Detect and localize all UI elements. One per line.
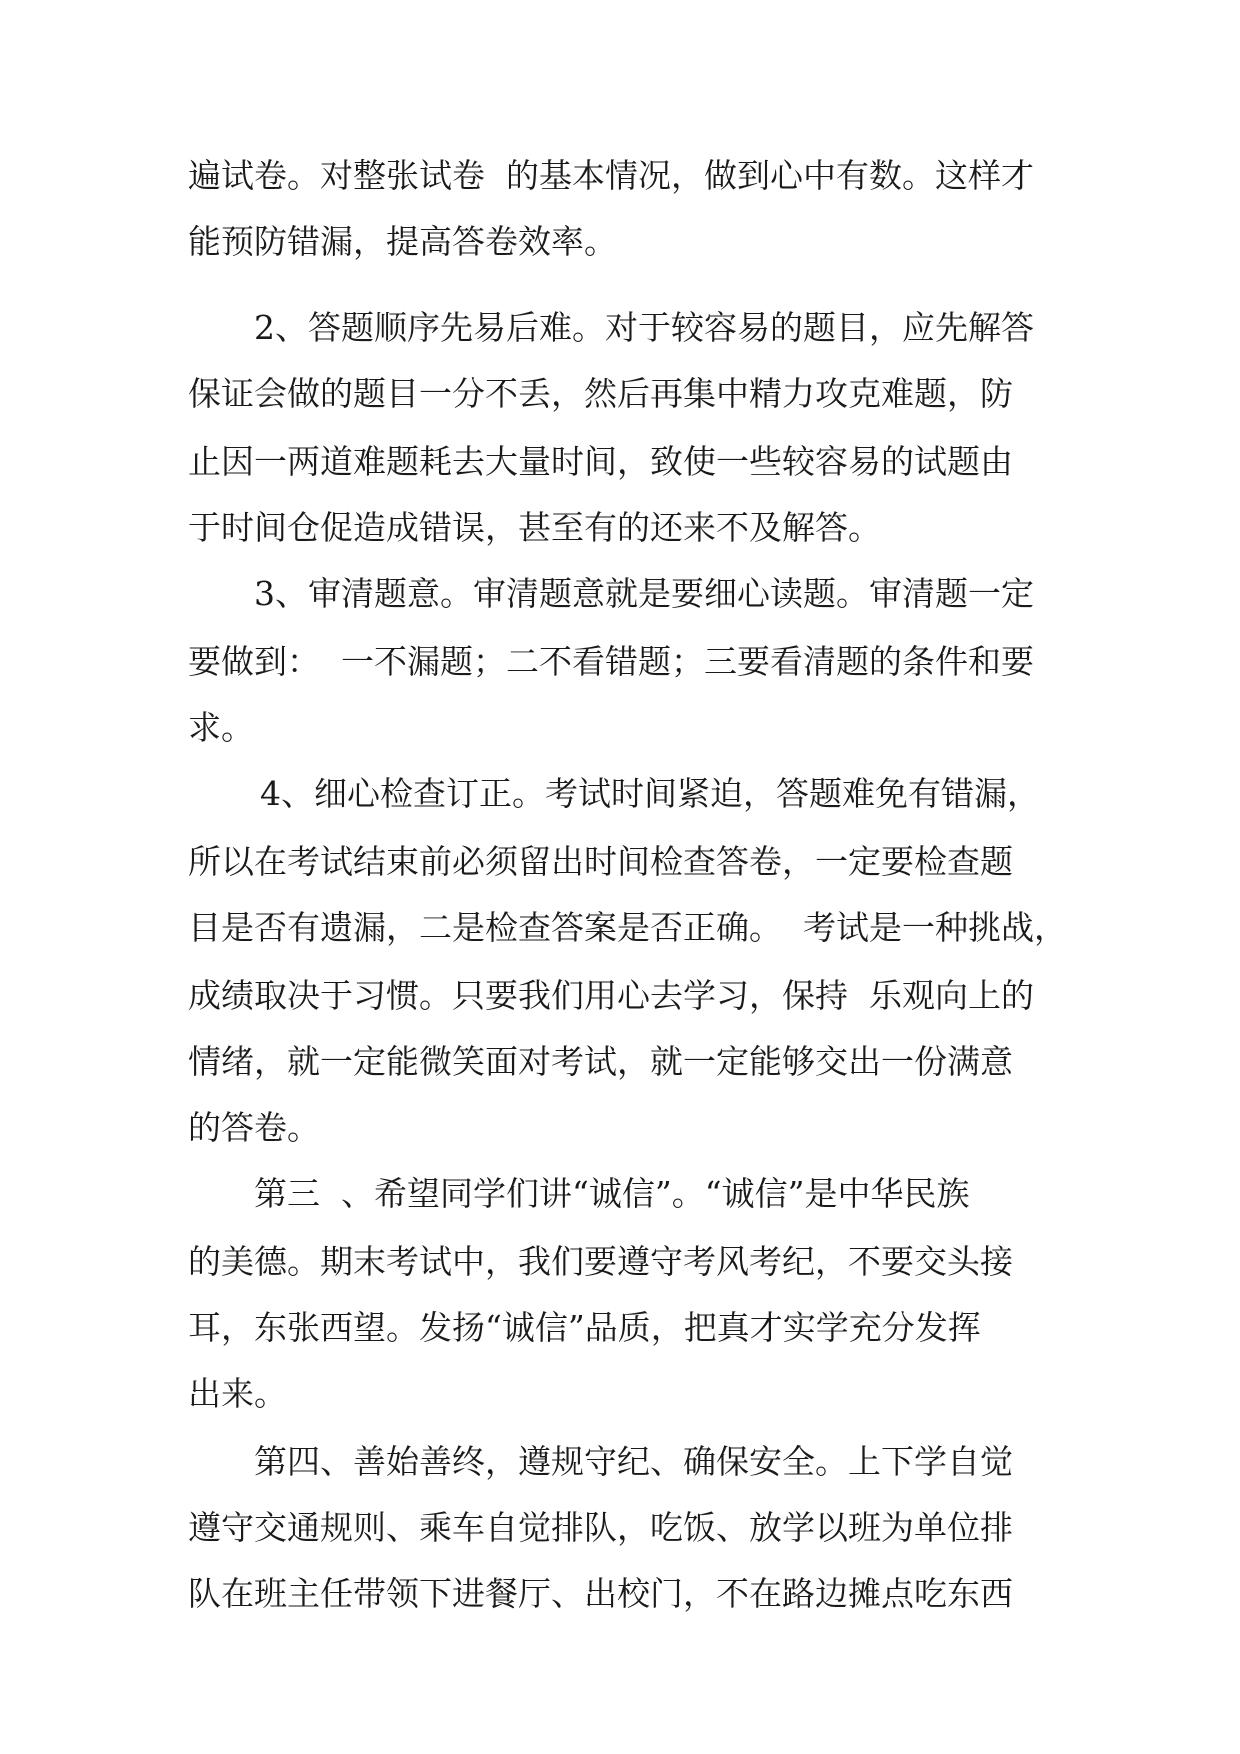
- text-line: 成绩取决于习惯。只要我们用心去学习，保持 乐观向上的: [188, 976, 1034, 1015]
- text-line: 的答卷。: [188, 1108, 320, 1147]
- text-line: 遍试卷。对整张试卷 的基本情况，做到心中有数。这样才: [188, 156, 1034, 195]
- text-line: 保证会做的题目一分不丢，然后再集中精力攻克难题，防: [188, 374, 1013, 413]
- text-line: 情绪，就一定能微笑面对考试，就一定能够交出一份满意: [188, 1042, 1013, 1081]
- text-line: 遵守交通规则、乘车自觉排队，吃饭、放学以班为单位排: [188, 1508, 1013, 1547]
- text-line: 耳，东张西望。发扬“诚信”品质，把真才实学充分发挥: [188, 1308, 981, 1347]
- text-line: 第四、善始善终，遵规守纪、确保安全。上下学自觉: [254, 1442, 1013, 1481]
- text-line: 的美德。期末考试中，我们要遵守考风考纪，不要交头接: [188, 1242, 1013, 1281]
- text-line: 4、细心检查订正。考试时间紧迫，答题难免有错漏，: [260, 774, 1040, 813]
- text-line: 所以在考试结束前必须留出时间检查答卷，一定要检查题: [188, 842, 1013, 881]
- text-line: 3、审清题意。审清题意就是要细心读题。审清题一定: [254, 574, 1034, 613]
- text-line: 队在班主任带领下进餐厅、出校门，不在路边摊点吃东西: [188, 1574, 1013, 1613]
- text-line: 2、答题顺序先易后难。对于较容易的题目，应先解答: [254, 308, 1034, 347]
- text-line: 要做到： 一不漏题；二不看错题；三要看清题的条件和要: [188, 642, 1034, 681]
- text-line: 目是否有遗漏，二是检查答案是否正确。 考试是一种挑战，: [188, 908, 1067, 947]
- text-line: 于时间仓促造成错误，甚至有的还来不及解答。: [188, 508, 881, 547]
- text-line: 能预防错漏，提高答卷效率。: [188, 222, 617, 261]
- text-line: 求。: [188, 708, 254, 747]
- text-line: 第三 、希望同学们讲“诚信”。“诚信”是中华民族: [254, 1174, 970, 1213]
- text-line: 止因一两道难题耗去大量时间，致使一些较容易的试题由: [188, 442, 1013, 481]
- text-line: 出来。: [188, 1374, 287, 1413]
